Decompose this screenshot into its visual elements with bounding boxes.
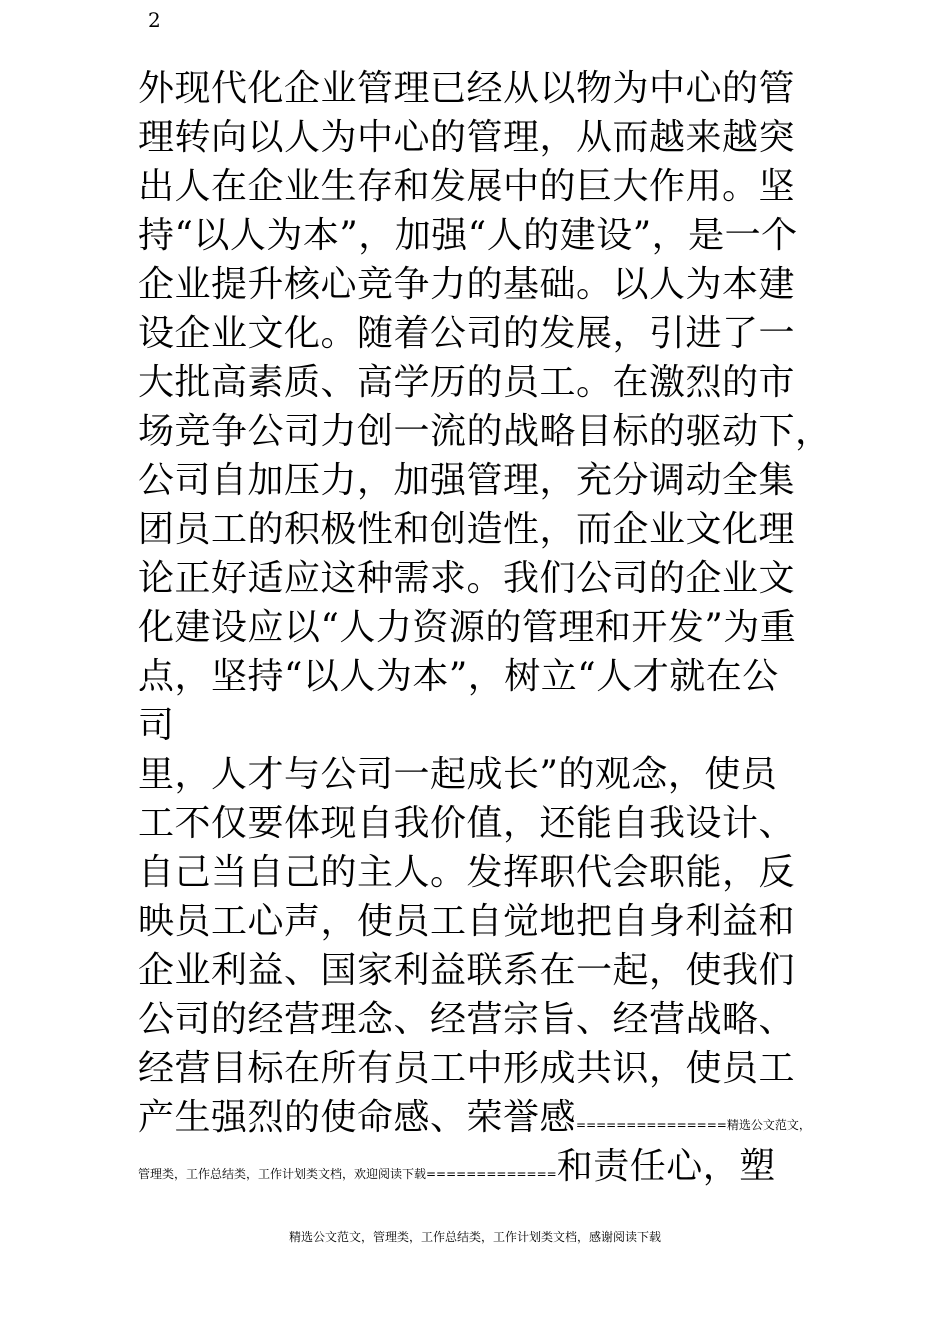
text-line: 公司自加压力，加强管理，充分调动全集: [138, 460, 796, 501]
text-line: 自己当自己的主人。发挥职代会职能，反: [138, 852, 796, 893]
text-line: 大批高素质、高学历的员工。在激烈的市: [138, 362, 796, 403]
text-line: 出人在企业生存和发展中的巨大作用。坚: [138, 166, 796, 207]
text-line: 外现代化企业管理已经从以物为中心的管: [138, 68, 796, 109]
text-line-main: 产生强烈的使命感、荣誉感: [138, 1097, 577, 1138]
text-line: 论正好适应这种需求。我们公司的企业文: [138, 558, 796, 599]
text-line: 映员工心声，使员工自觉地把自身利益和: [138, 901, 796, 942]
text-line: 设企业文化。随着公司的发展，引进了一: [138, 313, 796, 354]
inserted-note: 管理类，工作总结类，工作计划类文档，欢迎阅读下载=============: [138, 1167, 557, 1181]
text-line: 理转向以人为中心的管理，从而越来越突: [138, 117, 796, 158]
page-number: 2: [148, 8, 161, 32]
text-line: 司: [138, 705, 175, 746]
text-line: 里，人才与公司一起成长”的观念，使员: [138, 754, 778, 795]
page-footer: 精选公文范文，管理类，工作总结类，工作计划类文档，感谢阅读下载: [288, 1230, 661, 1244]
text-line: 企业提升核心竞争力的基础。以人为本建: [138, 264, 796, 305]
text-line: 持“以人为本”，加强“人的建设”，是一个: [138, 215, 798, 256]
text-line: 团员工的积极性和创造性，而企业文化理: [138, 509, 796, 550]
text-line: 点，坚持“以人为本”，树立“人才就在公: [138, 656, 779, 697]
text-line: 化建设应以“人力资源的管理和开发”为重: [138, 607, 797, 648]
text-line: 公司的经营理念、经营宗旨、经营战略、: [138, 999, 796, 1040]
inserted-note: ===============精选公文范文，: [576, 1118, 811, 1132]
text-line: 企业利益、国家利益联系在一起，使我们: [138, 950, 796, 991]
text-line: 经营目标在所有员工中形成共识，使员工: [138, 1048, 796, 1089]
text-line: 场竞争公司力创一流的战略目标的驱动下，: [138, 411, 832, 452]
text-line: 工不仅要体现自我价值，还能自我设计、: [138, 803, 796, 844]
text-line-with-insert: [138, 1093, 838, 1142]
text-line-with-insert: [138, 1142, 838, 1191]
document-body: [138, 64, 838, 1191]
text-line-main: 和责任心，塑: [556, 1146, 776, 1187]
